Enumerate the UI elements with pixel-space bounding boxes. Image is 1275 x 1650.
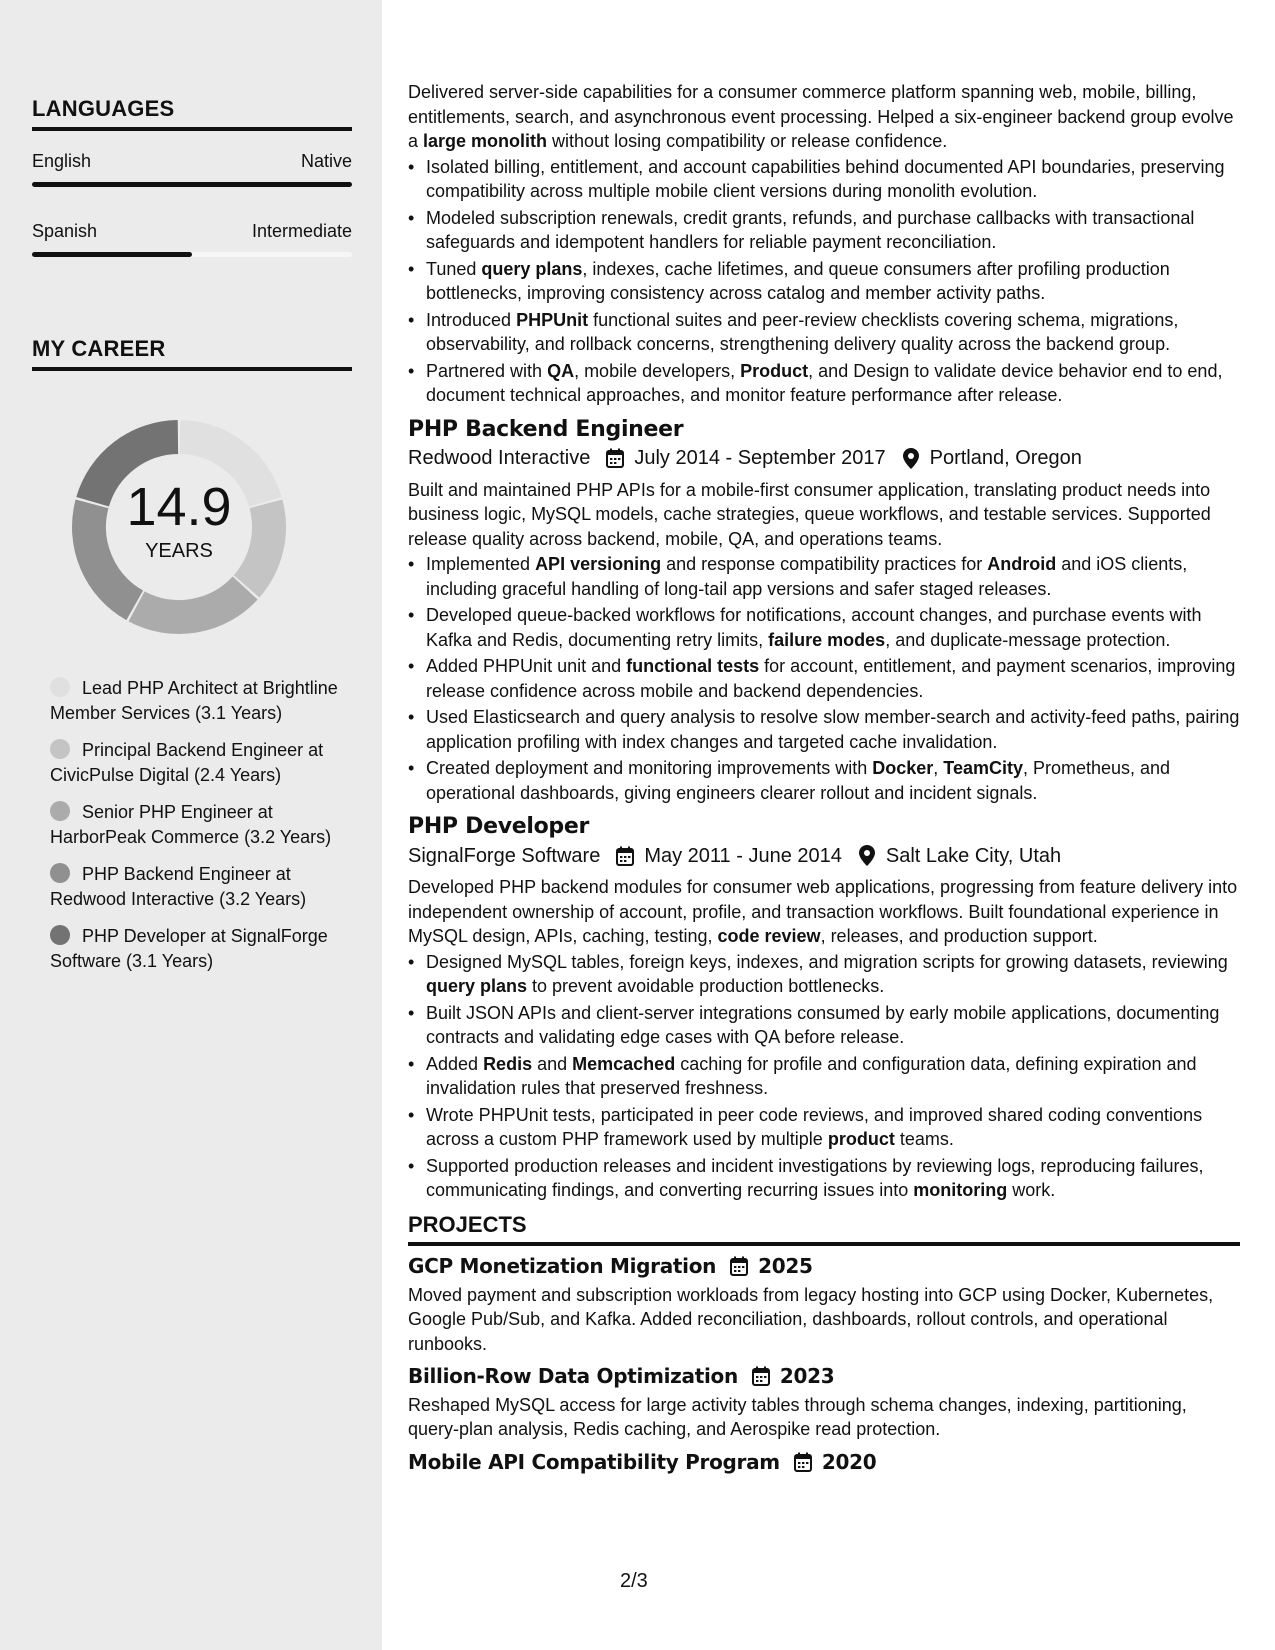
- role-summary: Developed PHP backend modules for consumer web applications, progressing from feature delivery into independent ownership of account, profile, and transaction workflows. Built foundational experience in MySQL design, APIs, caching, testing, code review, releases, and production support.: [408, 877, 1238, 946]
- project-year: 2025: [758, 1254, 813, 1278]
- calendar-icon: [604, 447, 626, 469]
- career-legend: [50, 676, 340, 986]
- legend-item: [50, 924, 340, 973]
- bullet-item: • Added PHPUnit unit and functional tests for account, entitlement, and payment scenarios, improving release confidence across mobile and backend dependencies.: [408, 654, 1240, 703]
- project-title: Billion-Row Data Optimization: [408, 1364, 738, 1388]
- project-item: [408, 1364, 1240, 1442]
- career-rule: [32, 367, 352, 371]
- language-bar: [32, 252, 352, 257]
- project-description: Reshaped MySQL access for large activity tables through schema changes, indexing, partitioning, query-plan analysis, Redis caching, and Aerospike read protection.: [408, 1394, 1187, 1439]
- bullet-item: • Created deployment and monitoring improvements with Docker, TeamCity, Prometheus, and operational dashboards, giving engineers clearer rollout and incident signals.: [408, 756, 1240, 805]
- projects-heading: PROJECTS: [408, 1211, 527, 1237]
- language-english: [32, 151, 352, 187]
- bullet-item: • Isolated billing, entitlement, and account capabilities behind documented API boundaries, preserving compatibility across multiple mobile client versions during monolith evolution.: [408, 155, 1240, 204]
- calendar-icon: [614, 845, 636, 867]
- role-bullets: [408, 552, 1240, 805]
- legend-label: Lead PHP Architect at Brightline Member Services (3.1 Years): [50, 678, 338, 723]
- language-level: Intermediate: [251, 221, 352, 241]
- bullet-item: • Added Redis and Memcached caching for profile and configuration data, defining expiration and invalidation rules that preserved freshness.: [408, 1052, 1240, 1101]
- main-content: [408, 80, 1240, 1478]
- role-meta: [408, 844, 1240, 869]
- language-bar-fill: [32, 182, 352, 187]
- role-redwood: [408, 418, 1240, 806]
- role-bullets: [408, 950, 1240, 1203]
- bullet-item: • Implemented API versioning and response compatibility practices for Android and iOS clients, including graceful handling of long-tail app versions and safer staged releases.: [408, 552, 1240, 601]
- language-bar: [32, 182, 352, 187]
- bullet-item: • Modeled subscription renewals, credit grants, refunds, and purchase callbacks with transactional safeguards and idempotent handlers for reliable payment reconciliation.: [408, 206, 1240, 255]
- project-description: Moved payment and subscription workloads from legacy hosting into GCP using Docker, Kubernetes, Google Pub/Sub, and Kafka. Added reconciliation, dashboards, rollout controls, and operational runbooks.: [408, 1284, 1214, 1354]
- role-meta: [408, 446, 1240, 471]
- career-heading: MY CAREER: [32, 336, 166, 361]
- role-title: PHP Developer: [408, 814, 590, 839]
- bullet-item: • Built JSON APIs and client-server integrations consumed by early mobile applications, documenting contracts and validating edge cases with QA before release.: [408, 1001, 1240, 1050]
- map-pin-icon: [900, 447, 922, 469]
- bullet-item: • Tuned query plans, indexes, cache lifetimes, and queue consumers after profiling production bottlenecks, improving consistency across catalog and member activity paths.: [408, 257, 1240, 306]
- legend-dot: [50, 801, 70, 821]
- role-signalforge: [408, 815, 1240, 1203]
- role-location: Salt Lake City, Utah: [885, 844, 1062, 867]
- projects-section: [408, 1213, 1240, 1475]
- sidebar: [0, 0, 382, 1650]
- calendar-icon: [792, 1451, 814, 1473]
- legend-dot: [50, 677, 70, 697]
- bullet-item: • Developed queue-backed workflows for notifications, account changes, and purchase events with Kafka and Redis, documenting retry limits, failure modes, and duplicate-message protection.: [408, 603, 1240, 652]
- legend-item: [50, 676, 340, 725]
- legend-dot: [50, 739, 70, 759]
- language-bar-fill: [32, 252, 192, 257]
- legend-dot: [50, 925, 70, 945]
- project-year: 2023: [779, 1364, 835, 1388]
- role-summary: Built and maintained PHP APIs for a mobile-first consumer application, translating product needs into business logic, MySQL models, cache strategies, queue workflows, and testable services. Supported release quality across backend, mobile, QA, and operations teams.: [408, 479, 1211, 549]
- legend-label: Senior PHP Engineer at HarborPeak Commerce (3.2 Years): [50, 802, 332, 847]
- legend-label: PHP Developer at SignalForge Software (3.1 Years): [50, 926, 328, 971]
- career-total-years: 14.9: [126, 476, 232, 537]
- role-company: Redwood Interactive: [408, 447, 591, 469]
- language-level: Native: [300, 151, 352, 171]
- legend-label: Principal Backend Engineer at CivicPulse Digital (2.4 Years): [50, 740, 324, 785]
- career-donut: [65, 413, 293, 641]
- role-title: PHP Backend Engineer: [408, 416, 684, 442]
- language-name: English: [32, 151, 92, 171]
- bullet-item: • Supported production releases and incident investigations by reviewing logs, reproducing failures, communicating findings, and converting recurring issues into monitoring work.: [408, 1154, 1240, 1203]
- legend-dot: [50, 863, 70, 883]
- role-dates: May 2011 - June 2014: [644, 844, 842, 867]
- legend-label: PHP Backend Engineer at Redwood Interactive (3.2 Years): [50, 864, 307, 909]
- languages-heading: LANGUAGES: [32, 96, 175, 121]
- bullet-item: • Introduced PHPUnit functional suites and peer-review checklists covering schema, migrations, observability, and rollback concerns, strengthening delivery quality across the backend group.: [408, 308, 1240, 357]
- project-item: [408, 1254, 1240, 1356]
- projects-list: [408, 1254, 1240, 1474]
- career-section: [32, 336, 352, 371]
- language-spanish: [32, 221, 352, 257]
- role-company: SignalForge Software: [408, 844, 601, 867]
- language-name: Spanish: [32, 221, 98, 241]
- project-item: [408, 1450, 1240, 1475]
- role-dates: July 2014 - September 2017: [634, 447, 886, 469]
- project-title: GCP Monetization Migration: [408, 1254, 717, 1278]
- map-pin-icon: [856, 845, 878, 867]
- languages-rule: [32, 127, 352, 131]
- page-number: 2/3: [620, 1570, 648, 1592]
- bullet-item: • Designed MySQL tables, foreign keys, indexes, and migration scripts for growing datasets, reviewing query plans to prevent avoidable production bottlenecks.: [408, 950, 1240, 999]
- bullet-item: • Used Elasticsearch and query analysis to resolve slow member-search and activity-feed paths, pairing application profiling with index changes and targeted cache invalidation.: [408, 705, 1240, 754]
- legend-item: [50, 862, 340, 911]
- role-summary: Delivered server-side capabilities for a consumer commerce platform spanning web, mobile, billing, entitlements, search, and asynchronous event processing. Helped a six-engineer backend group evolve a large monolith without losing compatibility or release confidence.: [408, 82, 1234, 151]
- projects-rule: [408, 1242, 1240, 1246]
- bullet-item: • Wrote PHPUnit tests, participated in peer code reviews, and improved shared coding conventions across a custom PHP framework used by multiple product teams.: [408, 1103, 1240, 1152]
- role-bullets: [408, 155, 1240, 408]
- project-year: 2020: [821, 1449, 877, 1474]
- role-location: Portland, Oregon: [929, 447, 1082, 469]
- bullet-item: • Partnered with QA, mobile developers, Product, and Design to validate device behavior end to end, document technical approaches, and monitor feature performance after release.: [408, 359, 1240, 408]
- career-total-unit: YEARS: [145, 539, 213, 562]
- legend-item: [50, 738, 340, 787]
- project-title: Mobile API Compatibility Program: [408, 1449, 780, 1474]
- legend-item: [50, 800, 340, 849]
- calendar-icon: [750, 1365, 772, 1387]
- languages-section: [32, 96, 352, 257]
- calendar-icon: [728, 1255, 750, 1277]
